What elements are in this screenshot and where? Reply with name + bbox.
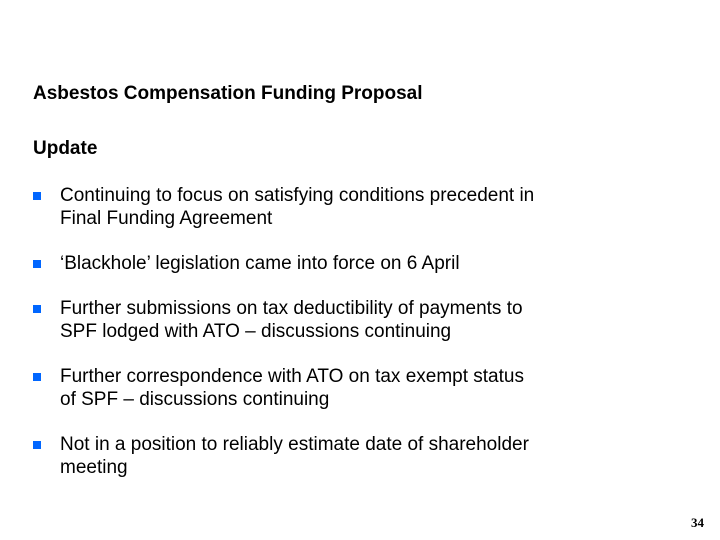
square-bullet-icon: [33, 260, 41, 268]
bullet-item: [33, 365, 692, 411]
square-bullet-icon: [33, 441, 41, 449]
bullet-item: [33, 184, 692, 230]
slide-title: Asbestos Compensation Funding Proposal: [33, 83, 423, 104]
bullet-text: Further submissions on tax deductibility of payments to SPF lodged with ATO – discussions continuing: [60, 298, 523, 342]
bullet-text: Further correspondence with ATO on tax exempt status of SPF – discussions continuing: [60, 366, 524, 410]
bullet-item: [33, 433, 692, 479]
slide-subtitle: Update: [33, 138, 98, 159]
bullet-list: [33, 184, 692, 501]
square-bullet-icon: [33, 192, 41, 200]
bullet-item: [33, 297, 692, 343]
bullet-text: Continuing to focus on satisfying conditions precedent in Final Funding Agreement: [60, 185, 535, 229]
bullet-text: Not in a position to reliably estimate date of shareholder meeting: [60, 434, 529, 478]
square-bullet-icon: [33, 305, 41, 313]
square-bullet-icon: [33, 373, 41, 381]
page-number: 34: [691, 515, 704, 530]
bullet-text: ‘Blackhole’ legislation came into force on 6 April: [60, 253, 460, 274]
bullet-item: [33, 252, 692, 275]
